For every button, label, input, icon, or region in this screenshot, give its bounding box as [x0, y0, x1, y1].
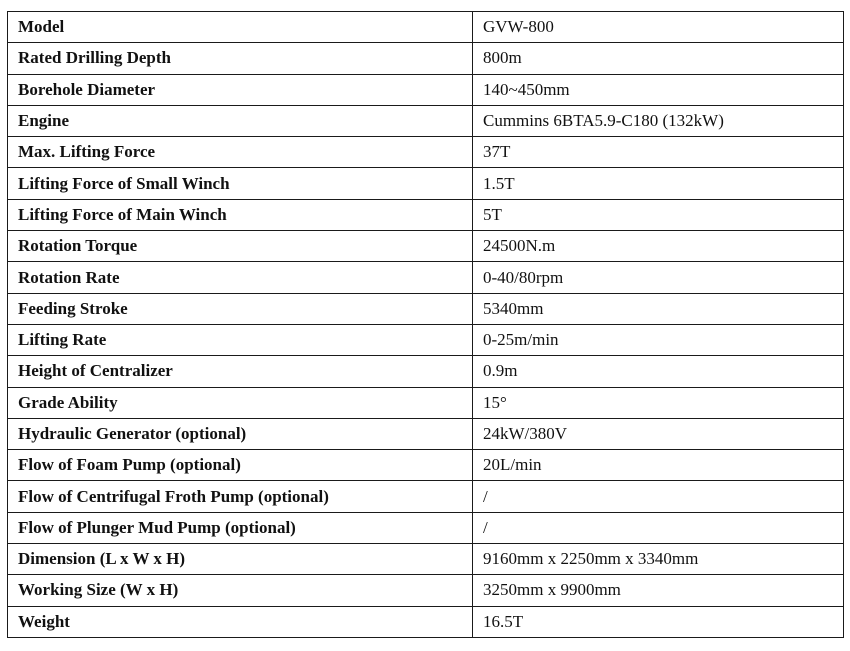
spec-label: Working Size (W x H): [8, 575, 473, 606]
spec-label: Max. Lifting Force: [8, 137, 473, 168]
spec-label: Rated Drilling Depth: [8, 43, 473, 74]
table-row: [8, 324, 844, 355]
table-row: [8, 105, 844, 136]
spec-label: Rotation Torque: [8, 231, 473, 262]
spec-label: Model: [8, 12, 473, 43]
spec-label: Flow of Foam Pump (optional): [8, 450, 473, 481]
spec-value: 15°: [473, 387, 844, 418]
spec-value: 9160mm x 2250mm x 3340mm: [473, 544, 844, 575]
table-row: [8, 137, 844, 168]
table-row: [8, 512, 844, 543]
table-row: [8, 606, 844, 637]
table-row: [8, 387, 844, 418]
spec-value: 800m: [473, 43, 844, 74]
table-row: [8, 199, 844, 230]
spec-label: Hydraulic Generator (optional): [8, 418, 473, 449]
table-row: [8, 12, 844, 43]
spec-label: Lifting Force of Main Winch: [8, 199, 473, 230]
spec-table-body: [8, 12, 844, 638]
spec-value: Cummins 6BTA5.9-C180 (132kW): [473, 105, 844, 136]
spec-label: Dimension (L x W x H): [8, 544, 473, 575]
spec-value: 140~450mm: [473, 74, 844, 105]
spec-value: GVW-800: [473, 12, 844, 43]
table-row: [8, 356, 844, 387]
table-row: [8, 544, 844, 575]
spec-label: Rotation Rate: [8, 262, 473, 293]
spec-label: Flow of Centrifugal Froth Pump (optional): [8, 481, 473, 512]
spec-value: 20L/min: [473, 450, 844, 481]
spec-value: 5T: [473, 199, 844, 230]
spec-label: Height of Centralizer: [8, 356, 473, 387]
spec-label: Weight: [8, 606, 473, 637]
table-row: [8, 418, 844, 449]
spec-value: 24kW/380V: [473, 418, 844, 449]
spec-value: 0-25m/min: [473, 324, 844, 355]
spec-value: 0.9m: [473, 356, 844, 387]
spec-value: /: [473, 512, 844, 543]
spec-value: 5340mm: [473, 293, 844, 324]
table-row: [8, 43, 844, 74]
spec-value: 1.5T: [473, 168, 844, 199]
spec-value: 37T: [473, 137, 844, 168]
spec-label: Engine: [8, 105, 473, 136]
spec-label: Feeding Stroke: [8, 293, 473, 324]
table-row: [8, 481, 844, 512]
table-row: [8, 450, 844, 481]
spec-label: Lifting Force of Small Winch: [8, 168, 473, 199]
table-row: [8, 231, 844, 262]
spec-label: Grade Ability: [8, 387, 473, 418]
spec-value: 0-40/80rpm: [473, 262, 844, 293]
table-row: [8, 262, 844, 293]
table-row: [8, 168, 844, 199]
spec-value: 3250mm x 9900mm: [473, 575, 844, 606]
spec-value: /: [473, 481, 844, 512]
table-row: [8, 575, 844, 606]
spec-label: Borehole Diameter: [8, 74, 473, 105]
spec-value: 24500N.m: [473, 231, 844, 262]
table-row: [8, 293, 844, 324]
spec-table: [7, 11, 844, 638]
spec-label: Lifting Rate: [8, 324, 473, 355]
spec-value: 16.5T: [473, 606, 844, 637]
spec-label: Flow of Plunger Mud Pump (optional): [8, 512, 473, 543]
table-row: [8, 74, 844, 105]
